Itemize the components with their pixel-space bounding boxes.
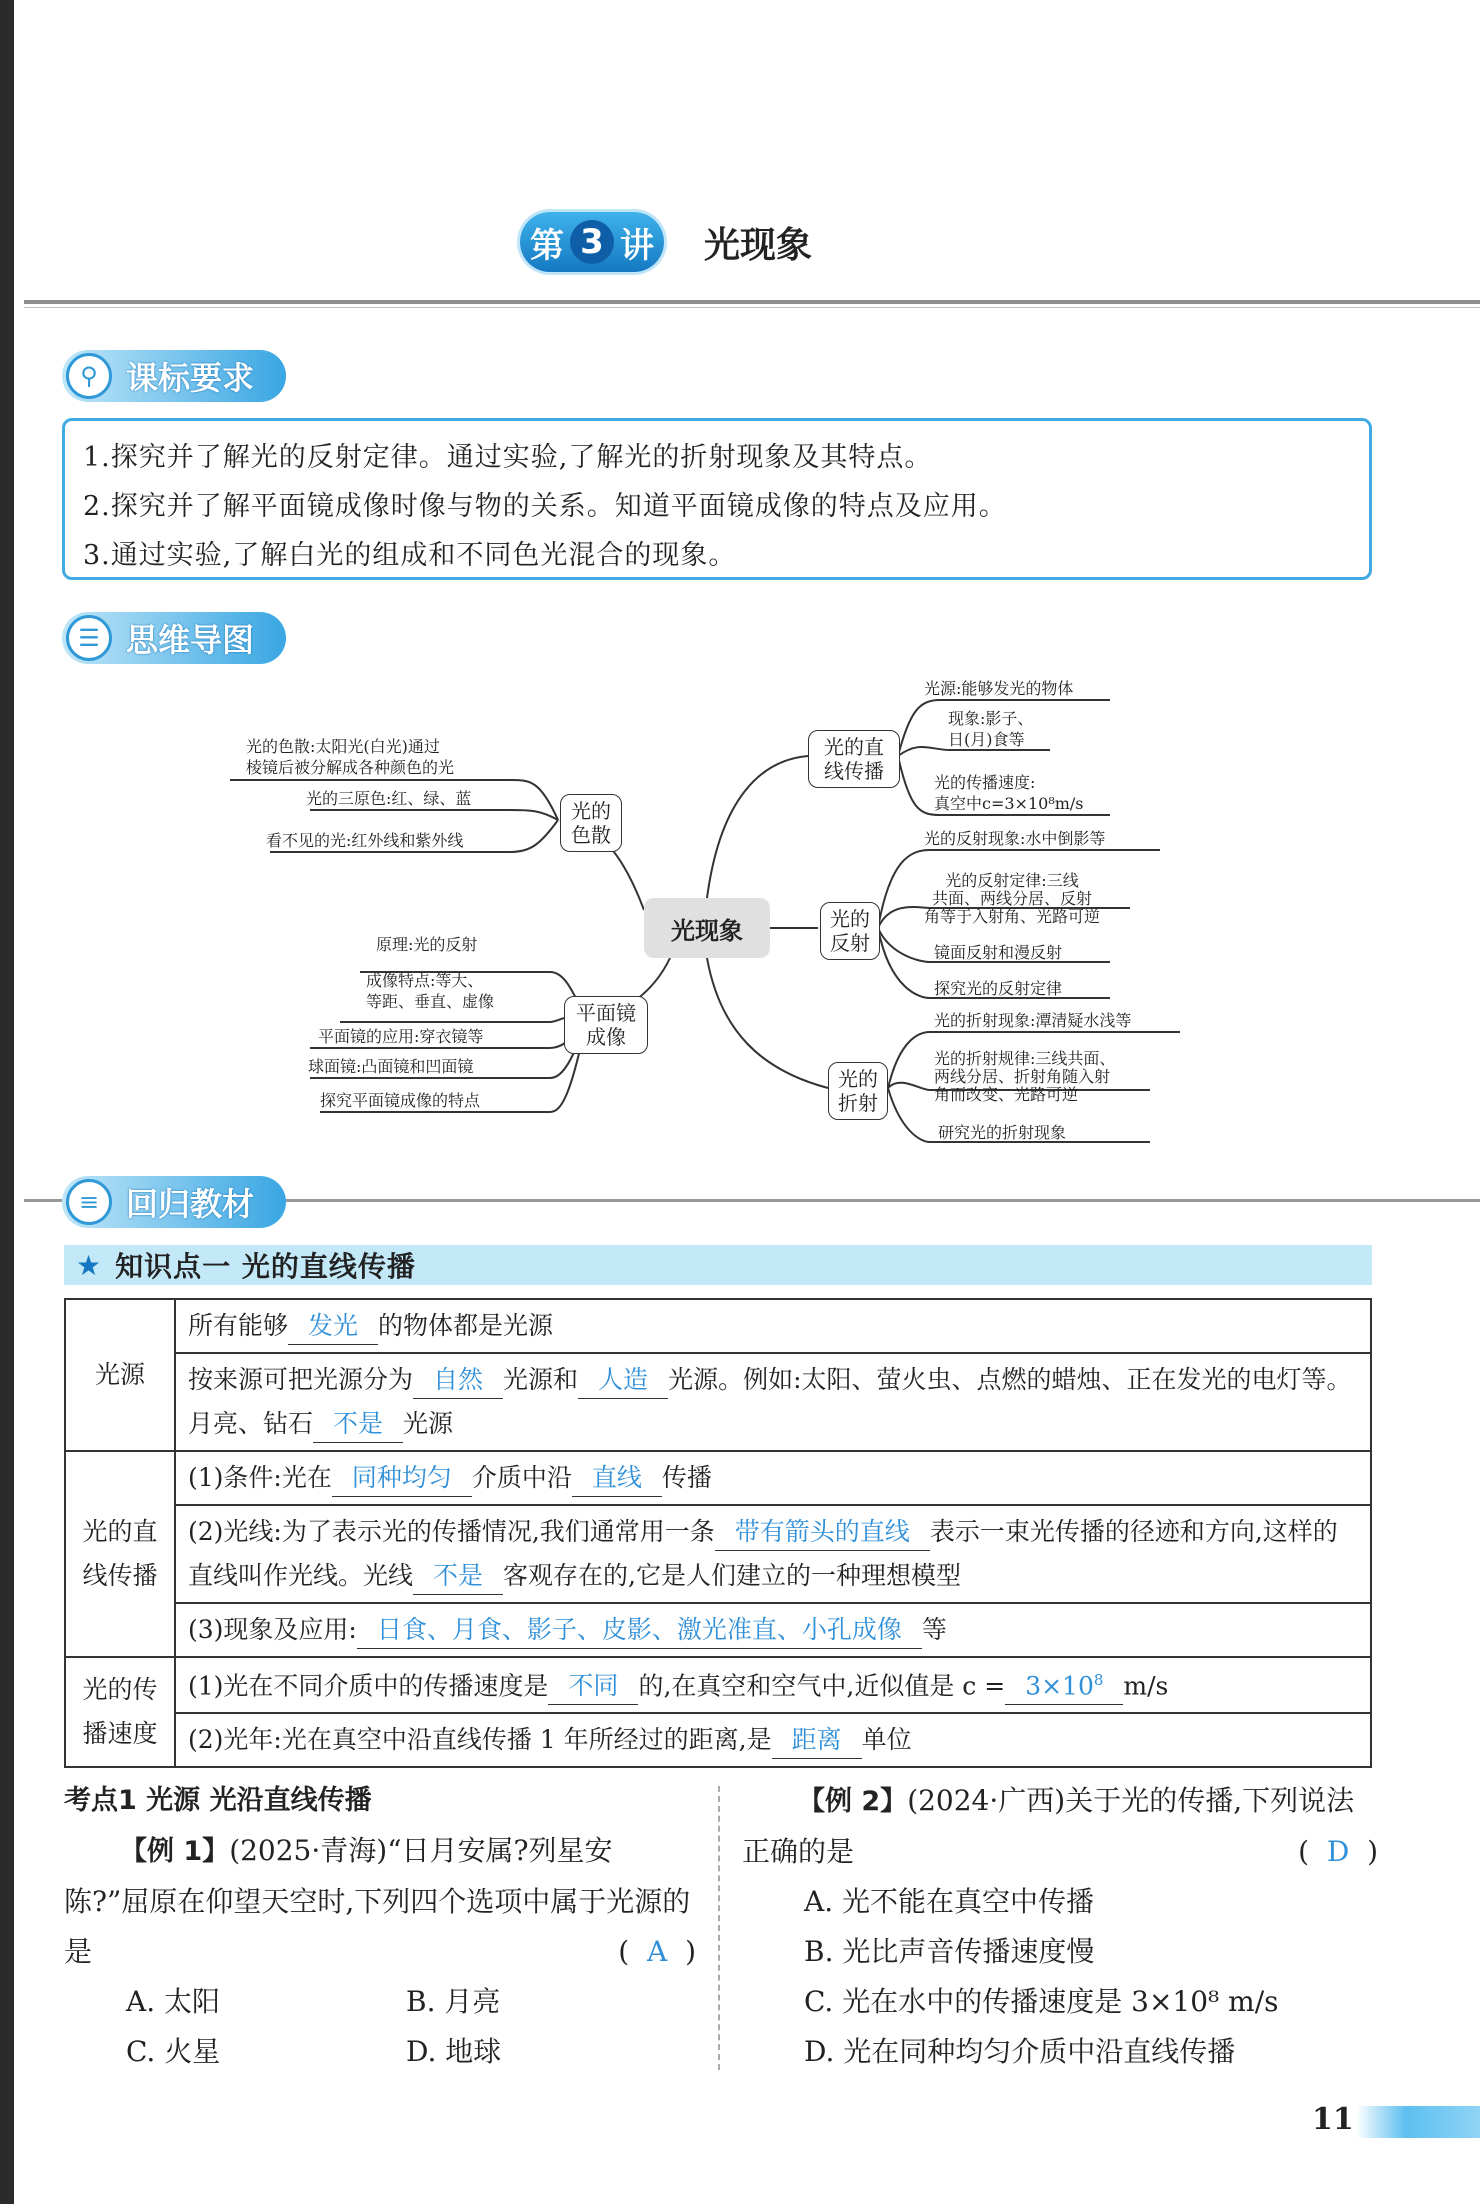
- leaf: 成像特点:等大、 等距、垂直、虚像: [366, 971, 495, 1011]
- leaf: 光源:能够发光的物体: [924, 679, 1074, 698]
- answer: A: [647, 1935, 668, 1968]
- option: B. 光比声音传播速度慢: [804, 1935, 1095, 1968]
- answer-blank: 人造: [578, 1362, 668, 1399]
- knowledge-point-bar: [64, 1245, 1372, 1285]
- curriculum-box: [62, 418, 1372, 580]
- node-mirror: 平面镜 成像: [564, 996, 648, 1054]
- leaf: 探究平面镜成像的特点: [320, 1091, 481, 1110]
- table-row: [65, 1505, 1371, 1603]
- answer-blank: 距离: [772, 1722, 862, 1759]
- node-disperse: 光的 色散: [560, 794, 622, 852]
- chapter-header: [520, 210, 812, 274]
- table-cell: 按来源可把光源分为 自然 光源和 人造 光源。例如:太阳、萤火虫、点燃的蜡烛、正在发光的电灯等。月亮、钻石 不是 光源: [175, 1353, 1371, 1451]
- node-refract: 光的 折射: [828, 1062, 888, 1120]
- category-cell: 光源: [65, 1299, 175, 1451]
- knowledge-table: [64, 1298, 1372, 1768]
- example-2-stem: 【例 2】(2024·广西)关于光的传播,下列说法正确的是 ( D ): [742, 1776, 1378, 1877]
- section-pill-mindmap: [62, 612, 286, 664]
- table-row: [65, 1657, 1371, 1713]
- question-column-left: [64, 1776, 696, 2077]
- chapter-number: 3: [570, 220, 614, 264]
- answer-blank: 自然: [413, 1362, 503, 1399]
- table-row: [65, 1299, 1371, 1353]
- options-row: [64, 2027, 696, 2077]
- table-cell: (3)现象及应用: 日食、月食、影子、皮影、激光准直、小孔成像 等: [175, 1603, 1371, 1657]
- leaf: 探究光的反射定律: [934, 979, 1063, 998]
- node-reflect: 光的 反射: [820, 902, 880, 960]
- section-title: 思维导图: [126, 621, 255, 659]
- table-cell: (1)条件:光在 同种均匀 介质中沿 直线 传播: [175, 1451, 1371, 1505]
- answer-bracket: ( A ): [618, 1935, 696, 1968]
- star-icon: ★: [76, 1248, 102, 1282]
- chapter-prefix: 第: [530, 225, 564, 266]
- leaf: 光的折射规律:三线共面、 两线分居、折射角随入射 角而改变、光路可逆: [934, 1049, 1116, 1104]
- notebook-icon: ☰: [66, 615, 112, 661]
- option: A. 太阳: [126, 1985, 221, 2018]
- option: D. 地球: [406, 2035, 502, 2068]
- answer-blank: 直线: [572, 1460, 662, 1497]
- leaf: 球面镜:凸面镜和凹面镜: [308, 1057, 474, 1076]
- exam-point-title: 考点1 光源 光沿直线传播: [64, 1785, 372, 1816]
- answer: D: [1326, 1835, 1350, 1868]
- section-title: 课标要求: [126, 359, 255, 397]
- curriculum-item: 2.探究并了解平面镜成像时像与物的关系。知道平面镜成像的特点及应用。: [83, 491, 1007, 522]
- header-rule-thin: [24, 307, 1480, 308]
- category-cell: 光的直 线传播: [65, 1451, 175, 1657]
- answer-bracket: ( D ): [1298, 1835, 1378, 1868]
- column-divider: [718, 1786, 720, 2070]
- curriculum-item: 1.探究并了解光的反射定律。通过实验,了解光的折射现象及其特点。: [83, 442, 933, 473]
- leaf: 光的三原色:红、绿、蓝: [306, 789, 472, 808]
- leaf: 平面镜的应用:穿衣镜等: [318, 1027, 484, 1046]
- book-spine: [0, 0, 14, 2204]
- answer-blank: 不是: [313, 1406, 403, 1443]
- chapter-title: 光现象: [704, 224, 813, 266]
- answer-blank: 日食、月食、影子、皮影、激光准直、小孔成像: [357, 1612, 922, 1649]
- category-cell: 光的传 播速度: [65, 1657, 175, 1767]
- answer-blank: $3\times 10^8$: [1005, 1662, 1123, 1705]
- leaf: 光的折射现象:潭清疑水浅等: [934, 1011, 1132, 1030]
- table-cell: (2)光线:为了表示光的传播情况,我们通常用一条 带有箭头的直线 表示一束光传播的径迹和方向,这样的直线叫作光线。光线 不是 客观存在的,它是人们建立的一种理想模型: [175, 1505, 1371, 1603]
- leaf: 看不见的光:红外线和紫外线: [266, 831, 464, 850]
- microscope-icon: ⚲: [66, 353, 112, 399]
- answer-blank: 不同: [548, 1668, 638, 1705]
- answer-blank: 同种均匀: [332, 1460, 472, 1497]
- curriculum-item: 3.通过实验,了解白光的组成和不同色光混合的现象。: [83, 540, 737, 571]
- section-title: 回归教材: [126, 1185, 255, 1223]
- leaf: 原理:光的反射: [376, 935, 478, 954]
- section-pill-textbook: [62, 1176, 286, 1228]
- leaf: 光的色散:太阳光(白光)通过 棱镜后被分解成各种颜色的光: [246, 737, 455, 777]
- table-cell: (1)光在不同介质中的传播速度是 不同 的,在真空和空气中,近似值是 $c = 3\times 10^8$ m/s: [175, 1657, 1371, 1713]
- header-rule: [24, 300, 1480, 304]
- table-cell: (2)光年:光在真空中沿直线传播 1 年所经过的距离,是 距离 单位: [175, 1713, 1371, 1767]
- chapter-badge: [520, 212, 664, 272]
- option: B. 月亮: [406, 1985, 501, 2018]
- page-number: 11: [1312, 2102, 1354, 2137]
- leaf: 现象:影子、 日(月)食等: [948, 709, 1034, 749]
- example-1-stem: 【例 1】(2025·青海)“日月安属?列星安陈?”屈原在仰望天空时,下列四个选项中属于光源的是 ( A ): [64, 1826, 696, 1977]
- table-row: [65, 1353, 1371, 1451]
- leaf: 光的传播速度: 真空中c=3×10⁸m/s: [934, 773, 1084, 813]
- knowledge-point-title: 知识点一 光的直线传播: [115, 1250, 416, 1283]
- question-column-right: [742, 1776, 1378, 2077]
- table-row: [65, 1713, 1371, 1767]
- mind-map-center: 光现象: [644, 898, 770, 958]
- answer-blank: 发光: [288, 1308, 378, 1345]
- option: C. 火星: [126, 2035, 221, 2068]
- leaf: 研究光的折射现象: [938, 1123, 1067, 1142]
- answer-blank: 带有箭头的直线: [715, 1514, 930, 1551]
- leaf: 镜面反射和漫反射: [934, 943, 1063, 962]
- leaf: 光的反射现象:水中倒影等: [924, 829, 1106, 848]
- chapter-suffix: 讲: [620, 225, 654, 266]
- options-row: [64, 1977, 696, 2027]
- node-straight: 光的直 线传播: [808, 730, 900, 788]
- option: C. 光在水中的传播速度是 3×10⁸ m/s: [804, 1985, 1279, 2018]
- section-pill-curriculum: [62, 350, 286, 402]
- books-icon: ≡: [66, 1179, 112, 1225]
- mind-map: [230, 670, 1190, 1170]
- answer-blank: 不是: [413, 1558, 503, 1595]
- table-row: [65, 1603, 1371, 1657]
- table-row: [65, 1451, 1371, 1505]
- page-number-bar: [1356, 2106, 1480, 2138]
- option: A. 光不能在真空中传播: [804, 1885, 1095, 1918]
- leaf: 光的反射定律:三线 共面、两线分居、反射 角等于入射角、光路可逆: [924, 871, 1101, 926]
- option: D. 光在同种均匀介质中沿直线传播: [804, 2035, 1236, 2068]
- table-cell: 所有能够 发光 的物体都是光源: [175, 1299, 1371, 1353]
